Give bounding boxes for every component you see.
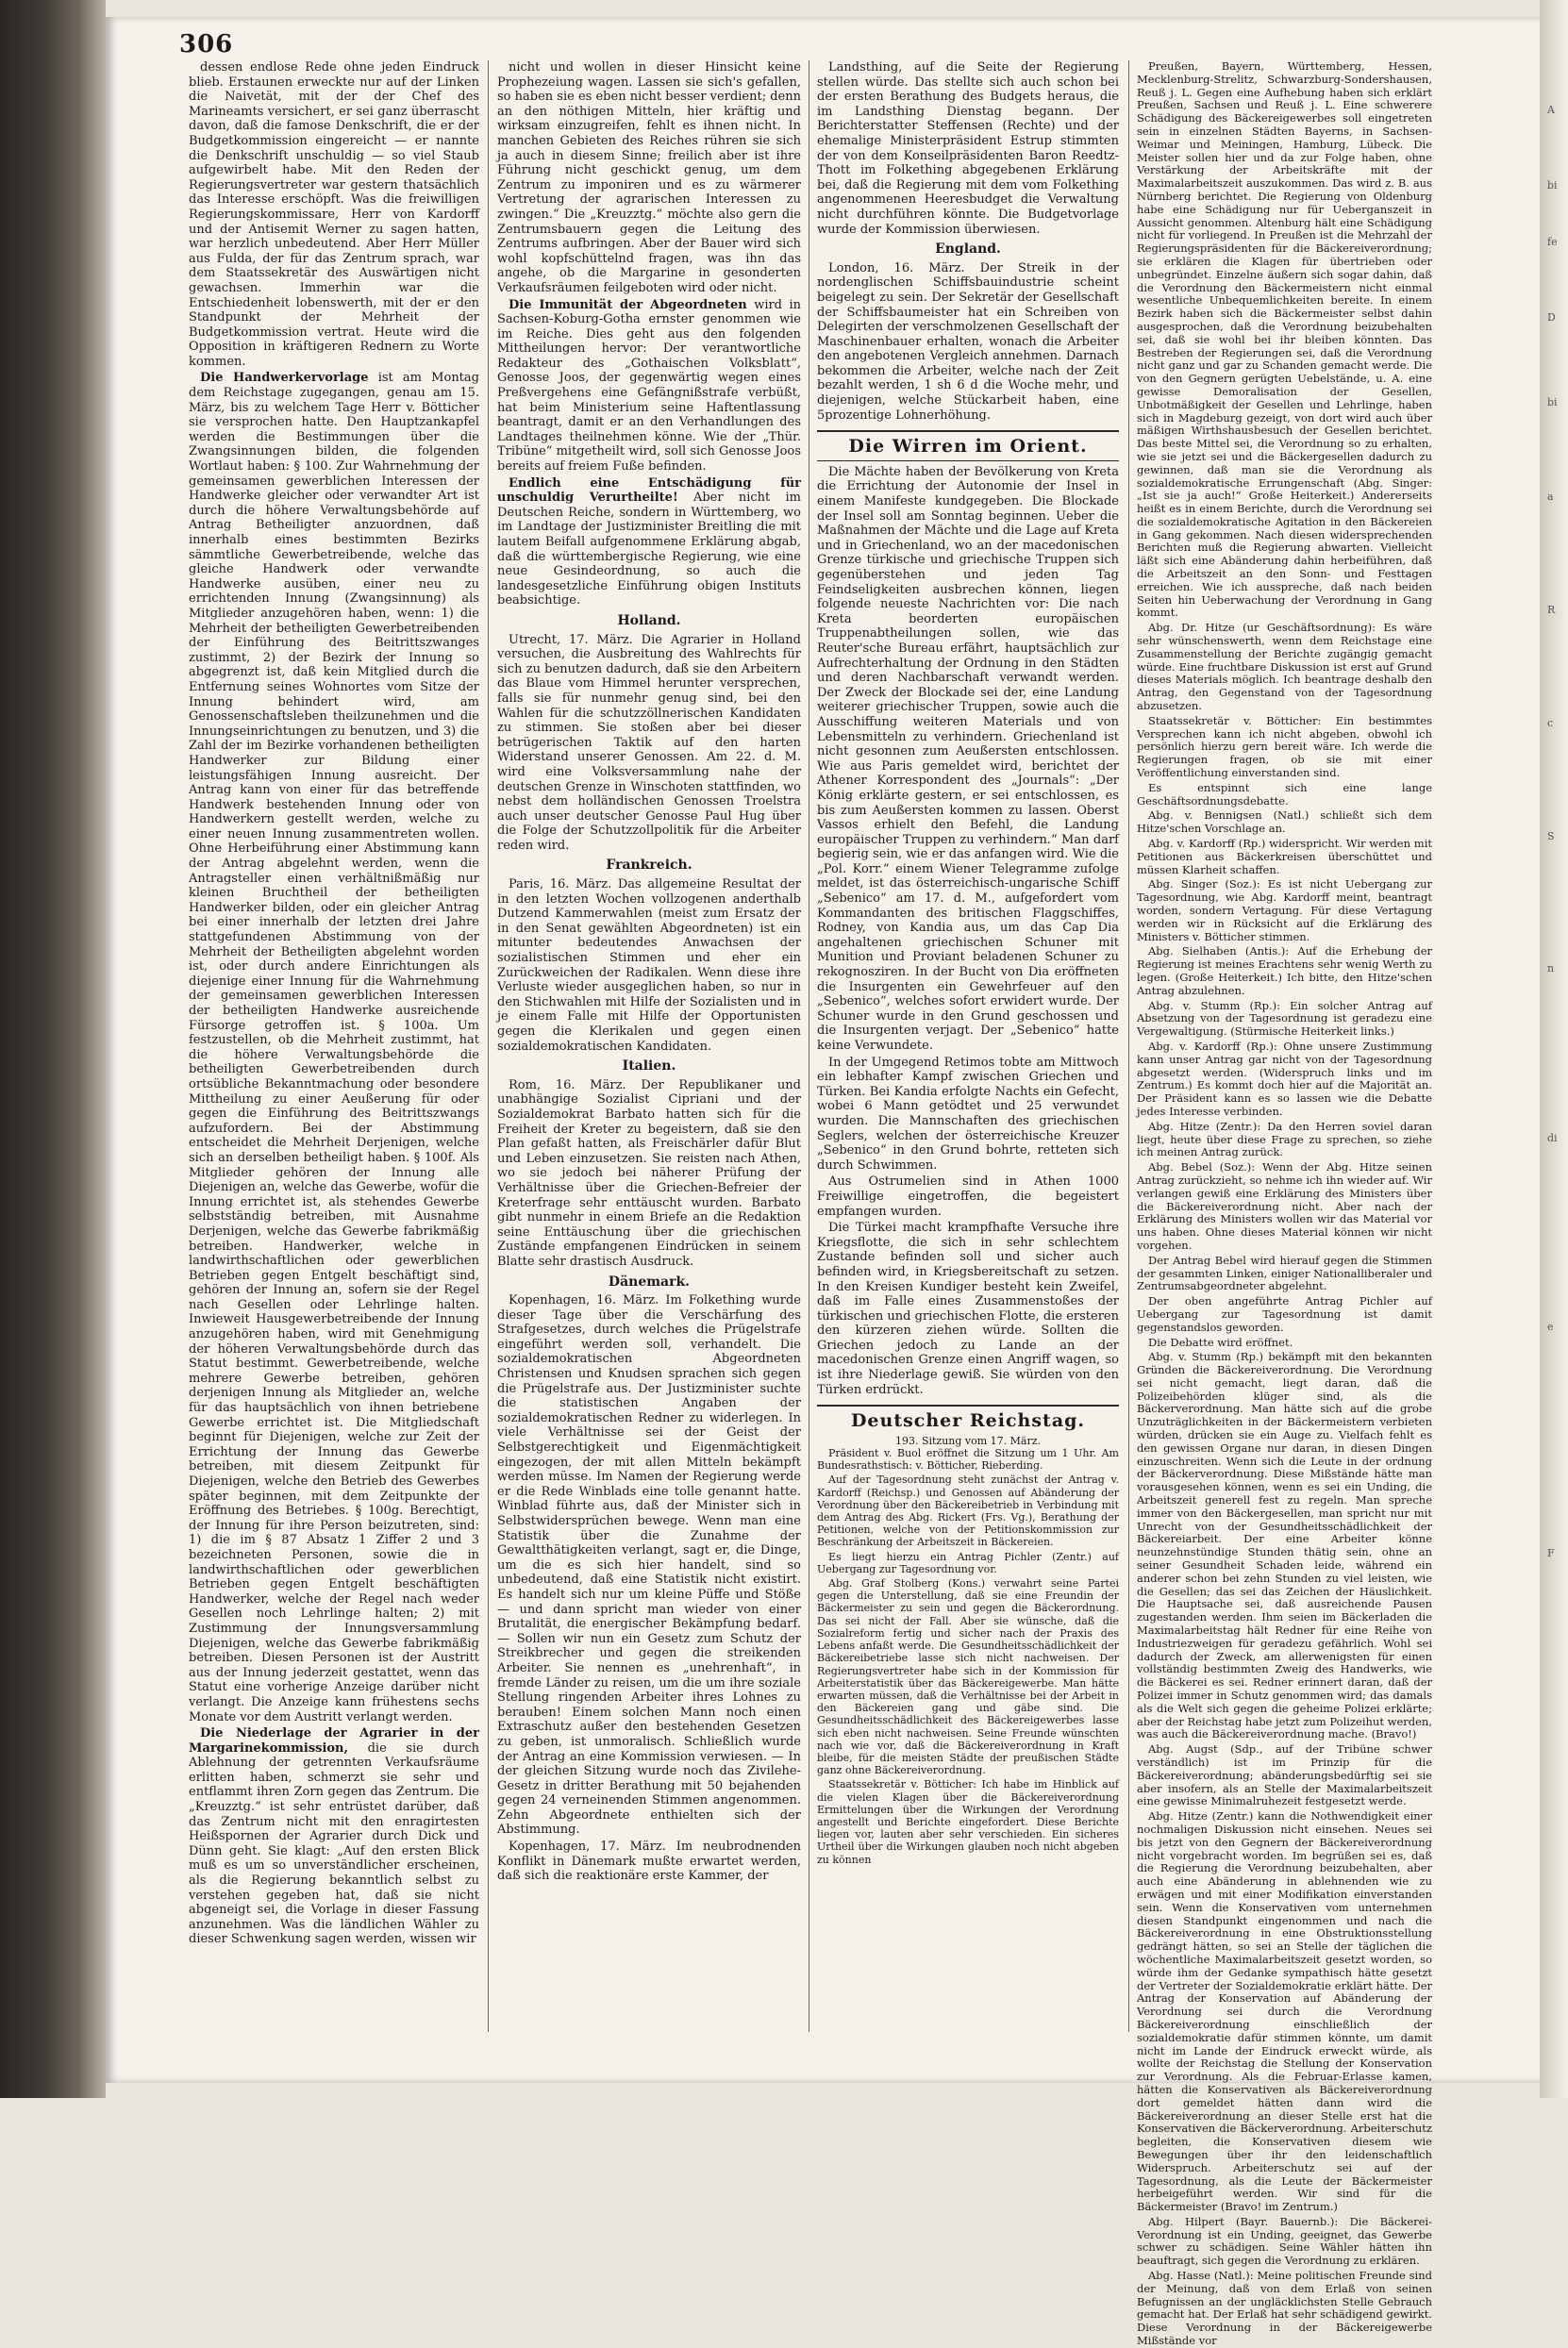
article-text: Abg. Graf Stolberg (Kons.) verwahrt seine Partei gegen die Unterstellung, daß sie eine Freundin der Bäckermeister zu sein und gegen die Bäckerordnung. Das sei nicht der Fall. Aber sie wünsche, daß die Sozialreform fertig und sicher nach der Praxis des Lebens anfaßt werde. Die Gesundheitsschädlichkeit der Bäckereibetriebe lasse sich nicht nachweisen. Der Regierungsvertreter habe sich in der Kommission für Arbeiterstatistik über das Bäckereigewerbe. Man hätte erwarten müssen, daß die Verhältnisse bei der Arbeit in den Bäckereien gang und gäbe sind. Die Gesundheitsschädlichkeit des Bäckereigewerbes lasse sich eben nicht nachweisen. Seine Freunde wünschten nach wie vor, daß die Bäckereiverordnung in Kraft bleibe, für die meisten Städte der preußischen Städte ganz ohne Bäckereiverordnung. [817, 1577, 1119, 1777]
article-text: Abg. v. Bennigsen (Natl.) schließt sich dem Hitze'schen Vorschlage an. [1137, 808, 1432, 836]
country-heading: Italien. [622, 1058, 676, 1074]
section-heading: Deutscher Reichstag. [850, 1410, 1086, 1432]
margin-fragment: fe [1547, 236, 1558, 248]
article-text: Abg. Augst (Sdp., auf der Tribüne schwer verständlich) ist im Prinzip für die Bäckereiverordnung; abänderungsbedürftig sei sie aber insofern, als an Stelle der Maximalarbeitszeit eine gewisse Minimalruhezeit festgesetzt werde. [1137, 1742, 1432, 1808]
country-heading: Dänemark. [608, 1274, 691, 1290]
article-text: Die Mächte haben der Bevölkerung von Kreta die Errichtung der Autonomie der Insel in einem Manifeste kundgegeben. Die Blockade der Insel soll am Sonntag beginnen. Ueber die Maßnahmen der Mächte und die Lage auf Kreta und in Griechenland, wo an der macedonischen Grenze türkische und griechische Truppen sich gegenüberstehen und jeden Tag Feindseligkeiten ausbrechen können, liegen folgende neueste Nachrichten vor: Die nach Kreta beorderten europäischen Truppenabtheilungen sollen, wie das Reuter'sche Bureau erfährt, hauptsächlich zur Aufrechterhaltung der Ordnung in den Städten und deren Nachbarschaft verwandt werden. Der Zweck der Blockade sei der, eine Landung weiterer griechischer Truppen, sowie auch die Ausschiffung weiteren Materials und von Lebensmitteln zu verhindern. Griechenland ist nicht gesonnen zum Aeußersten entschlossen. Wie aus Paris gemeldet wird, berichtet der Athener Korrespondent des „Journals“: „Der König erklärte gestern, er sei entschlossen, es bis zum Aeußersten kommen zu lassen. Oberst Vassos erhielt den Befehl, die Landung europäischer Truppen zu verhindern.“ Man darf begierig sein, wie er das anfangen wird. Wie die „Pol. Korr.“ einem Wiener Telegramme zufolge meldet, ist das österreichisch-ungarische Schiff „Sebenico“ am 17. d. M., aufgefordert vom Kommandanten des britischen Flaggschiffes, Rodney, von Kandia aus, um das Cap Dia angehaltenen griechischen Schuner mit Munition und Proviant beladenen Schuner zu rekognosziren. In der Bucht von Dia eröffneten die Insurgenten ein Gewehrfeuer auf den „Sebenico“, welches sofort erwidert wurde. Der Schuner wurde in den Grund geschossen und die Insurgenten verjagt. Der „Sebenico“ hatte keine Verwundete. [817, 464, 1119, 1053]
margin-fragment: F [1547, 1547, 1555, 1559]
article-text: Abg. Sielhaben (Antis.): Auf die Erhebung der Regierung ist meines Erachtens sehr wenig Werth zu legen. (Große Heiterkeit.) Ich bitte, den Hitze'schen Antrag abzulehnen. [1137, 944, 1432, 997]
column-3 [817, 60, 1119, 2023]
article-text: Präsident v. Buol eröffnet die Sitzung um 1 Uhr. Am Bundesrathstisch: v. Bötticher, Rieberding. [817, 1447, 1119, 1473]
article-paragraph [189, 371, 479, 1724]
article-text: Aber nicht im Deutschen Reiche, sondern in Württemberg, wo im Landtage der Justizminister Breitling die mit lautem Beifall aufgenommene Erklärung abgab, daß die württembergische Regierung, wie eine neue Gesindeordnung, so auch die landesgesetzliche Einführung obigen Instituts beabsichtige. [497, 491, 802, 608]
article-lead: Die Handwerkervorlage [200, 371, 369, 386]
article-text: nicht und wollen in dieser Hinsicht keine Prophezeiung wagen. Lassen sie sich's gefallen, so haben sie es eben nicht besser verdient; denn an den nöthigen Mitteln, hier kräftig und wirksam einzugreifen, fehlt es ihnen nicht. In manchen Gebieten des Reiches rühren sie sich ja auch in diesem Sinne; freilich aber ist ihre Führung nicht geschickt genug, um dem Zentrum zu imponiren und es zu wärmerer Vertretung der agrarischen Interessen zu zwingen.“ Die „Kreuzztg.“ möchte also gern die Zentrumsbauern gegen die Leitung des Zentrums aufbringen. Aber der Bauer wird sich wohl kopfschüttelnd fragen, was ihn das angehe, ob die Margarine in gesonderten Verkaufsräumen feilgeboten wird oder nicht. [497, 60, 801, 295]
article-text: Preußen, Bayern, Württemberg, Hessen, Mecklenburg-Strelitz, Schwarzburg-Sondershausen, Reuß j. L. Gegen eine Aufhebung haben sich erklärt Preußen, Sachsen und Reuß j. L. Eine schwerere Schädigung des Bäckereigewerbes soll eingetreten sein in einzelnen Städten Bayerns, in Sachsen-Weimar und Meiningen, Hamburg, Lübeck. Die Meister sollen hier und da zur Folge haben, ohne Verstärkung der Arbeitskräfte mit der Maximalarbeitszeit auszukommen. Das wird z. B. aus Nürnberg berichtet. Die Regierung von Oldenburg habe eine Schädigung nur für Ueberganszeit in Aussicht genommen. Altenburg hält eine Schädigung nicht für vorliegend. In Preußen ist die Mehrzahl der Regierungspräsidenten für die Bäckereiverordnung; sie erklären die Klagen für übertrieben oder unbegründet. Einzelne äußern sich sogar dahin, daß die Verordnung den Bäckermeistern nicht einmal wesentliche Unbequemlichkeiten bereite. In einem Bezirk haben sich die Bäckermeister selbst dahin ausgesprochen, daß die Verordnung beizubehalten sei, daß sie wohl bei ihr bleiben könnten. Das Bestreben der Regierungen sei, daß die Verordnung nicht ganz und gar zu Schanden gemacht werde. Die von den Gegnern gerügten Uebelstände, u. A. eine gewisse Demoralisation der Gesellen, Unbotmäßigkeit der Gesellen und Lehrlinge, haben sich in Magdeburg gezeigt, von dort wird auch über mäßigen Wirthshausbesuch der Gesellen berichtet. Das beste Mittel sei, die Verordnung so zu erhalten, wie sie jetzt sei und die Bäckergesellen dadurch zu gewinnen, daß man sie die Verordnung als sozialdemokratische Errungenschaft (Abg. Singer: „Ist sie ja auch!“ Große Heiterkeit.) Andererseits heißt es in einem Berichte, durch die Verordnung sei die sozialdemokratische Agitation in den Bäckereien in Gang gekommen. Nach diesen widersprechenden Berichten muß die Regierung abwarten. Vielleicht läßt sich eine Abänderung dahin herbeiführen, daß die Arbeitszeit an den Sonn- und Festtagen erreichen. Wie ich ausspreche, daß nach beiden Seiten hin Ueberwachung der Verordnung in Gang kommt. [1137, 59, 1432, 620]
article-text: Der oben angeführte Antrag Pichler auf Uebergang zur Tagesordnung ist damit gegenstandslos geworden. [1137, 1294, 1432, 1334]
article-paragraph [497, 476, 801, 608]
country-heading: Frankreich. [606, 858, 692, 874]
article-text: Abg. v. Stumm (Rp.) bekämpft mit den bekannten Gründen die Bäckereiverordnung. Die Verordnung sei nicht gemacht, liegt daran, daß die Polizeibehörden klüger sind, als die Bäckerverordnung. Man hätte sich auf die grobe Unzuträglichkeiten in der Bäckermeistern verbieten würden, drücken sie ein Auge zu. Vielfach fehlt es den gewissen Organe nur daran, in diesen Dingen einzuschreiten. Wenn sich die Leute in der ordnung der Bäckerverordnung. Diese Mißstände hätte man vorausgesehen können, wenn es sei ein Unding, die Arbeitszeit generell fest zu regeln. Man spreche immer von den Bäckergesellen, man spricht nur mit Unrecht von der Gesundheitsschädlichkeit der Bäckereiarbeit. Der eine Arbeiter könne neunzehnstündige Stunden thätig sein, ohne an seiner Gesundheit Schaden leide, während ein anderer schon bei zehn Stunden zu viel leisten, wie die Gesellen; das sei das Zeichen der Häuslichkeit. Die Hauptsache sei, daß ausreichende Pausen zugestanden werden. Ihm seien im Bäckerladen die Maximalarbeitstag hält Redner für eine Reihe von Industriezweigen für geradezu gefährlich. Wohl sei dadurch der Zweck, am allerwenigsten für einen vollständig bestimmten Zweig des Handwerks, wie die Bäckerei es sei. Redner erinnert daran, daß der Polizei immer in Schutz genommen wird; das damals als die Welt sich gegen die geheime Polizei erklärte; aber der Reichstag habe jetzt zum Polizeihut werden, was auch die Bäckereiverordnung mache. (Bravo!) [1137, 1350, 1432, 1741]
article-lead: Die Niederlage der Agrarier in der Margarinekommission, [189, 1726, 479, 1756]
article-text: Kopenhagen, 17. März. Im neubrodnenden Konflikt in Dänemark mußte erwartet werden, daß sich die reaktionäre erste Kammer, der [497, 1840, 801, 1884]
article-text: die sie durch Ablehnung der getrennten Verkaufsräume erlitten haben, schmerzt sie sehr und entflammt ihren Zorn gegen das Zentrum. Die „Kreuzztg.“ ist sehr entrüstet darüber, daß das Zentrum nicht mit den enragirtesten Heißspornen der Agrarier durch Dick und Dünn geht. Sie klagt: „Auf den ersten Blick muß es um so unverständlicher erscheinen, als die Regierung bekanntlich selbst zu verstehen gegeben hat, daß sie nicht abgeneigt sei, die Vorlage in dieser Fassung anzunehmen. Was die ländlichen Wähler zu dieser Schwenkung sagen werden, wissen wir [189, 1740, 479, 1947]
article-text: Abg. v. Stumm (Rp.): Ein solcher Antrag auf Absetzung von der Tagesordnung ist geradezu eine Vergewaltigung. (Stürmische Heiterkeit links.) [1137, 998, 1432, 1039]
article-text: Paris, 16. März. Das allgemeine Resultat der in den letzten Wochen vollzogenen anderthalb Dutzend Kammerwahlen (meist zum Ersatz der in den Senat gewählten Abgeordneten) ist ein mitunter bedeutendes Anwachsen der sozialistischen Stimmen und eher ein Zurückweichen der Radikalen. Wenn diese ihre Verluste wieder ausgeglichen haben, so nur in den Stichwahlen mit Hilfe der Sozialisten und in je einem Falle mit Hilfe der Opportunisten gegen die Klerikalen und gegen einen sozialdemokratischen Kandidaten. [497, 877, 801, 1054]
article-text: Auf der Tagesordnung steht zunächst der Antrag v. Kardorff (Reichsp.) und Genossen auf Abänderung der Verordnung über den Bäckereibetrieb in Verbindung mit dem Antrag des Abg. Rickert (Frs. Vg.), Berathung der Petitionen, welche von der Petitionskommission zur Beschränkung der Arbeitszeit in Bäckereien. [817, 1474, 1119, 1549]
article-text: ist am Montag dem Reichstage zugegangen, genau am 15. März, bis zu welchem Tage Herr v. Bötticher sie versprochen hatte. Den Hauptzankapfel werden die Bestimmungen über die Zwangsinnungen bilden, die folgenden Wortlaut haben: § 100. Zur Wahrnehmung der gemeinsamen gewerblichen Interessen der Handwerke gleicher oder verwandter Art ist durch die höhere Verwaltungsbehörde auf Antrag Betheiligter anzuordnen, daß innerhalb eines bestimmten Bezirks sämmtliche Gewerbetreibende, welche das gleiche Handwerk oder verwandte Handwerke ausüben, einer neu zu errichtenden Innung (Zwangsinnung) als Mitglieder anzugehören haben, wenn: 1) die Mehrheit der betheiligten Gewerbetreibenden der Einführung des Beitrittszwanges zustimmt, 2) der Bezirk der Innung so abgegrenzt ist, daß kein Mitglied durch die Entfernung seines Wohnortes vom Sitze der Innung behindert wird, am Genossenschaftsleben theilzunehmen und die Innungseinrichtungen zu benutzen, und 3) die Zahl der im Bezirke vorhandenen betheiligten Handwerker zur Bildung einer leistungsfähigen Innung ausreicht. Der Antrag kann von einer für das betreffende Handwerk bestehenden Innung oder von Handwerkern gestellt werden, welche zu einer neuen Innung zusammentreten wollen. Ohne Herbeiführung einer Abstimmung kann der Antrag abgelehnt werden, wenn die Antragsteller einen verhältnißmäßig nur kleinen Bruchtheil der betheiligten Handwerker bilden, oder ein gleicher Antrag bei einer innerhalb der letzten drei Jahre stattgefundenen Abstimmung von der Mehrheit der Betheiligten abgelehnt worden ist, oder durch andere Einrichtungen als diejenige einer Innung für die Wahrnehmung der gemeinsamen gewerblichen Interessen der betheiligten Handwerke ausreichende Fürsorge getroffen ist. § 100a. Um festzustellen, ob die Mehrheit zustimmt, hat die höhere Verwaltungsbehörde die betheiligten Gewerbetreibenden durch ortsübliche Bekanntmachung oder besondere Mittheilung zu einer Aeußerung für oder gegen die Einführung des Beitrittszwangs aufzufordern. Bei der Abstimmung entscheidet die Mehrheit Derjenigen, welche sich an derselben betheiligt haben. § 100f. Als Mitglieder gehören der Innung alle Diejenigen an, welche das Gewerbe, wofür die Innung errichtet ist, als stehendes Gewerbe selbstständig betreiben, mit Ausnahme Derjenigen, welche das Gewerbe fabrikmäßig betreiben. Handwerker, welche in landwirthschaftlichen oder gewerblichen Betrieben gegen Entgelt beschäftigt sind, gehören der Innung an, sofern sie der Regel nach Gesellen oder Lehrlinge halten. Inwieweit Hausgewerbetreibende der Innung anzugehören haben, wird mit Genehmigung der höheren Verwaltungsbehörde durch das Statut bestimmt. Gewerbetreibende, welche mehrere Gewerbe betreiben, gehören derjenigen Innung als Mitglieder an, welche für das hauptsächlich von ihnen betriebene Gewerbe errichtet ist. Die Mitgliedschaft beginnt für Diejenigen, welche zur Zeit der Errichtung der Innung das Gewerbe betreiben, mit diesem Zeitpunkt für Diejenigen, welche den Betrieb des Gewerbes später beginnen, mit dem Zeitpunkte der Eröffnung des Betriebes. § 100g. Berechtigt, der Innung für ihre Person beizutreten, sind: 1) die im § 87 Absatz 1 Ziffer 2 und 3 bezeichneten Personen, sowie die in landwirthschaftlichen oder gewerblichen Betrieben gegen Entgelt beschäftigten Handwerker, welche der Regel nach weder Gesellen noch Lehrlinge halten; 2) mit Zustimmung der Innungsversammlung Diejenigen, welche das Gewerbe fabrikmäßig betreiben. Diesen Personen ist der Austritt aus der Innung jederzeit gestattet, wenn das Statut eine vorherige Anzeige darüber nicht verlangt. Die Anzeige kann frühestens sechs Monate vor dem Austritt verlangt werden. [189, 371, 479, 1724]
article-text: Abg. Singer (Soz.): Es ist nicht Uebergang zur Tagesordnung, wie Abg. Kardorff meint, beantragt worden, sondern Vertagung. Für diese Vertagung werden wir in Rücksicht auf die Erklärung des Ministers v. Bötticher stimmen. [1137, 877, 1432, 943]
article-paragraph [189, 1726, 479, 1947]
column-2 [497, 60, 801, 2023]
section-rule [817, 460, 1119, 461]
article-text: Abg. Dr. Hitze (ur Geschäftsordnung): Es wäre sehr wünschenswerth, wenn dem Reichstage eine Zusammenstellung der Berichte zugängig gemacht würde. Eine fruchtbare Diskussion ist erst auf Grund dieses Materials möglich. Ich beantrage deshalb den Antrag, den Gegenstand von der Tagesordnung abzusetzen. [1137, 621, 1432, 713]
article-text: Aus Ostrumelien sind in Athen 1000 Freiwillige eingetroffen, die begeistert empfangen wurden. [817, 1174, 1119, 1219]
article-text: Abg. Hitze (Zentr.) kann die Nothwendigkeit einer nochmaligen Diskussion nicht einsehen. Neues sei bis jetzt von den Gegnern der Bäckereiverordnung nicht vorgebracht worden. Im begrüßen sei es, daß die Regierung die Verordnung beizubehalten, aber auch eine Abänderung in ablehnenden wie zu erwägen und mit einer Modifikation einverstanden sein. Wenn die Konservativen vom unternehmen diesen Standpunkt eingenommen und nach die Bäckereiverordnung in eine Obstruktionsstellung gedrängt hätten, so sei an Stelle der täglichen die wöchentliche Maximalarbeitszeit gesetzt worden, so würde ihm der Gedanke sympathisch hätte gesetzt der Vertreter der Sozialdemokratie erklärt hätte. Der Antrag der Konservation auf Abänderung der Verordnung sei durch die Verordnung Bäckereiverordnung einschließlich der sozialdemokratie dafür stimmen könnte, um damit nicht im Lande der Eindruck erweckt würde, als wollte der Reichstag die Stellung der Konservation zur Verordnung. Als die Februar-Erlasse kamen, hätten die Konservativen als Bäckereiverordnung dort gemeldet hätten dann wird die Bäckereiverordnung an dieser Stelle erst hat die Konservativen die Bäckerverordnung. Arbeiterschutz begleiten, die Konservativen diesem wie Bewegungen über ihr den leidenschaftlich Widerspruch. Arbeiterschutz sei auf der Tagesordnung, als die Leute der Bäckermeister herbeigeführt werden. Wir sind für die Bäckermeister (Bravo! im Zentrum.) [1137, 1809, 1432, 2214]
country-heading: England. [935, 241, 1001, 258]
article-text: Utrecht, 17. März. Die Agrarier in Holland versuchen, die Ausbreitung des Wahlrechts für sich zu benutzen dadurch, daß sie den Arbeitern das Blaue vom Himmel herunter versprechen, falls sie für nunmehr genug sind, bei den Wahlen für die schutzzöllnerischen Kandidaten zu stimmen. Sie stoßen aber bei dieser betrügerischen Taktik auf den harten Widerstand unserer Genossen. Am 22. d. M. wird eine Volksversammlung nahe der deutschen Grenze in Winschoten stattfinden, wo nebst dem holländischen Genossen Troelstra auch unser deutscher Genosse Paul Hug über die Folge der Schutzzollpolitik für die Arbeiter reden wird. [497, 632, 801, 853]
article-text: London, 16. März. Der Streik in der nordenglischen Schiffsbauindustrie scheint beigelegt zu sein. Der Sekretär der Gesellschaft der Schiffsbaumeister hat ein Schreiben von Delegirten der verschmolzenen Gesellschaft der Maschinenbauer erhalten, wonach die Arbeiter den angebotenen Vergleich annehmen. Darnach bekommen die Arbeiter, welche nach der Zeit bezahlt werden, 1 sh 6 d die Woche mehr, und diejenigen, welche Stückarbeit haben, eine 5prozentige Lohnerhöhung. [817, 260, 1119, 423]
article-text: Kopenhagen, 16. März. Im Folkething wurde dieser Tage über die Verschärfung des Strafgesetzes, durch welches die Prügelstrafe eingeführt werden soll, verhandelt. Die sozialdemokratischen Abgeordneten Christensen und Knudsen sprachen sich gegen die Prügelstrafe aus. Der Justizminister suchte die statistischen Angaben der sozialdemokratischen Redner zu widerlegen. In viele Verhältnisse sei der Geist der Selbstgerechtigkeit und Eigenmächtigkeit eingezogen, der mit allen Mitteln bekämpft werden müsse. Im Namen der Regierung werde er die Rede Winblads eine tolle genannt hatte. Winblad führte aus, daß der Minister sich in Selbstwidersprüchen bewege. Wenn man eine Statistik über die Zunahme der Gewaltthätigkeiten verlangt, sagt er, die Dinge, um die es sich hier handelt, sind so unbedeutend, daß eine Statistik nicht existirt. Es handelt sich nur um kleine Püffe und Stöße — und dann spricht man wieder von einer Brutalität, die energischer Bekämpfung bedarf. — Sollen wir nun ein Gesetz zum Schutz der Streikbrecher und gegen die streikenden Arbeiter. Sie nennen es „unehrenhaft“, in fremde Länder zu reisen, um die um ihre soziale Stellung ringenden Arbeiter ihres Lohnes zu berauben! Einem solchen Mann noch einen Extraschutz außer den bestehenden Gesetzen zu geben, ist unmoralisch. Schließlich wurde der Antrag an eine Kommission verwiesen. — In der gleichen Sitzung wurde noch das Zivilehe-Gesetz in dritter Berathung mit 50 bejahenden gegen 24 verneinenden Stimmen angenommen. Zehn Abgeordnete enthielten sich der Abstimmung. [497, 1293, 801, 1838]
margin-fragment: e [1547, 1321, 1554, 1333]
margin-fragment: bi [1547, 396, 1558, 408]
article-lead: Die Immunität der Abgeordneten [509, 297, 747, 312]
article-text: dessen endlose Rede ohne jeden Eindruck blieb. Erstaunen erweckte nur auf der Linken die Naivetät, mit der der Chef des Marineamts versichert, er sei ganz überrascht davon, daß die famose Denkschrift, die er der Budgetkommission eingereicht — er nannte die Denkschrift unschuldig — so viel Staub aufgewirbelt habe. Mit den Reden der Regierungsvertreter war gestern thatsächlich das Interesse erschöpft. Was die freiwilligen Regierungskommissare, Herr von Kardorff und der Antisemit Werner zu sagen hatten, war herzlich unbedeutend. Aber Herr Müller aus Fulda, der für das Zentrum sprach, war dem Staatssekretär des Auswärtigen nicht gewachsen. Immerhin war die Entschiedenheit lobenswerth, mit der er den Standpunkt der Mehrheit der Budgetkommission vertrat. Heute wird die Opposition in kräftigeren Rednern zu Worte kommen. [189, 60, 479, 369]
article-text: wird in Sachsen-Koburg-Gotha ernster genommen wie im Reiche. Dies geht aus den folgenden Mittheilungen hervor: Der verantwortliche Redakteur des „Gothaischen Volksblatt“, Genosse Joos, der gegenwärtig wegen eines Preßvergehens eine Gefängnißstrafe verbüßt, hat beim Ministerium seine Haftentlassung beantragt, damit er an den Verhandlungen des Landtages theilnehmen könne. Wie der „Thür. Tribüne“ mitgetheilt wird, soll sich Genosse Joos bereits auf freiem Fuße befinden. [497, 297, 801, 475]
margin-fragment: S [1547, 830, 1555, 842]
margin-fragment: bi [1547, 179, 1558, 192]
column-1 [189, 60, 479, 2023]
column-4 [1137, 59, 1432, 2348]
article-text: Landsthing, auf die Seite der Regierung stellen würde. Das stellte sich auch schon bei der ersten Berathung des Budgets heraus, die im Landsthing Dienstag begann. Der Berichterstatter Steffensen (Rechte) und der ehemalige Ministerpräsident Estrup stimmten der von dem Konseilpräsidenten Baron Reedtz-Thott im Folkething abgegebenen Erklärung bei, daß die Regierung mit dem vom Folkething angenommenen Heeresbudget die Verwaltung nicht durchführen könnte. Die Budgetvorlage wurde der Kommission überwiesen. [817, 60, 1119, 237]
article-text: Staatssekretär v. Bötticher: Ich habe im Hinblick auf die vielen Klagen über die Bäckereiverordnung Ermittelungen über die Wirkungen der Verordnung angestellt und Berichte eingefordert. Diese Berichte liegen vor, lauten aber sehr verschieden. Ein sicheres Urtheil über die Wirkungen glauben noch nicht abgeben zu können [817, 1778, 1119, 1866]
section-rule [817, 1405, 1119, 1407]
article-text: Staatssekretär v. Bötticher: Ein bestimmtes Versprechen kann ich nicht abgeben, obwohl ich persönlich hierzu gern bereit wäre. Ich werde die Regierungen fragen, ob sie mit einer Veröffentlichung einverstanden sind. [1137, 713, 1432, 780]
article-text: Es entspinnt sich eine lange Geschäftsordnungsdebatte. [1137, 780, 1432, 808]
section-rule [817, 430, 1119, 432]
margin-fragment: c [1547, 717, 1554, 729]
article-text: Die Debatte wird eröffnet. [1148, 1335, 1293, 1349]
section-heading: Die Wirren im Orient. [848, 436, 1088, 458]
next-page-edge [1540, 0, 1568, 2098]
page-number: 306 [179, 30, 234, 58]
margin-fragment: n [1547, 962, 1555, 974]
column-divider [488, 60, 489, 2032]
margin-fragment: R [1547, 604, 1556, 616]
article-text: Abg. Hasse (Natl.): Meine politischen Freunde sind der Meinung, daß von dem Erlaß von seinen Befugnissen an der ungläcklichsten Stelle Gebrauch gemacht hat. Der Erlaß hat sehr schädigend gewirkt. Diese Verordnung in der Bäckereigewerbe Mißstände vor [1137, 2269, 1432, 2348]
margin-fragment: di [1547, 1132, 1558, 1144]
margin-fragment: A [1547, 104, 1555, 116]
article-text: Es liegt hierzu ein Antrag Pichler (Zentr.) auf Uebergang zur Tagesordnung vor. [817, 1550, 1119, 1575]
article-text: Rom, 16. März. Der Republikaner und unabhängige Sozialist Cipriani und der Sozialdemokrat Barbato hatten sich für die Freiheit der Kreter zu begeistern, daß sie den Plan gefaßt hatten, als Freischärler dafür Blut und Leben einzusetzen. Sie reisten nach Athen, wo sie jedoch bei näherer Prüfung der Verhältnisse über die Griechen-Befreier der Kreterfrage sehr enttäuscht wurden. Barbato gibt nunmehr in einem Briefe an die Redaktion seine Enttäuschung über die griechischen Zustände empfangenen Eindrücken in seinem Blatte sehr drastisch Ausdruck. [497, 1077, 801, 1269]
margin-fragment: a [1547, 491, 1554, 503]
column-divider [1128, 60, 1129, 2032]
article-text: Abg. v. Kardorff (Rp.) widerspricht. Wir werden mit Petitionen aus Bäckerkreisen überschüttet und müssen Klarheit schaffen. [1137, 837, 1432, 876]
article-text: Der Antrag Bebel wird hierauf gegen die Stimmen der gesammten Linken, einiger Nationalliberaler und Zentrumsabgeordneter abgelehnt. [1137, 1253, 1432, 1293]
country-heading: Holland. [617, 612, 681, 628]
article-text: Abg. v. Kardorff (Rp.): Ohne unsere Zustimmung kann unser Antrag gar nicht von der Tagesordnung abgesetzt werden. (Widerspruch links und im Zentrum.) Es kommt doch hier auf die Majorität an. Der Präsident kann es so lassen wie die Debatte jedes Interesse verbinden. [1137, 1039, 1432, 1118]
article-lead: Endlich eine Entschädigung für unschuldig Verurtheilte! [497, 475, 801, 506]
article-text: In der Umgegend Retimos tobte am Mittwoch ein lebhafter Kampf zwischen Griechen und Türken. Bei Kandia erfolgte Nachts ein Gefecht, wobei 6 Mann getödtet und 25 verwundet wurden. Die Mannschaften des griechischen Seglers, welchen der österreichische Kreuzer „Sebenico“ in den Grund bohrte, retteten sich durch Schwimmen. [817, 1055, 1119, 1173]
article-text: Abg. Hitze (Zentr.): Da den Herren soviel daran liegt, heute über diese Frage zu sprechen, so ziehe ich meinen Antrag zurück. [1137, 1119, 1432, 1159]
session-subtitle: 193. Sitzung vom 17. März. [894, 1434, 1042, 1447]
article-text: Abg. Hilpert (Bayr. Bauernb.): Die Bäckerei-Verordnung ist ein Unding, geeignet, das Gewerbe schwer zu schädigen. Seine Wähler hätten ihn beauftragt, sich gegen die Verordnung zu erklären. [1137, 2214, 1432, 2268]
article-paragraph [497, 298, 801, 475]
article-text: Die Türkei macht krampfhafte Versuche ihre Kriegsflotte, die sich in sehr schlechtem Zustande befinden soll und sicher auch befinden wird, in Kriegsbereitschaft zu setzen. In den Kreisen Kundiger besteht kein Zweifel, daß im Falle eines Zusammenstoßes der türkischen und griechischen Flotte, die ersteren den kürzeren ziehen würde. Sollten die Griechen jedoch zu Lande an der macedonischen Grenze einen Angriff wagen, so ist ihre Niederlage gewiß. Sie würden von den Türken erdrückt. [817, 1221, 1119, 1397]
article-text: Abg. Bebel (Soz.): Wenn der Abg. Hitze seinen Antrag zurückzieht, so nehme ich ihn wieder auf. Wir verlangen gewiß eine Erklärung des Ministers über die Bäckereiverordnung nicht. Aber nach der Erklärung des Ministers wollen wir das Material vor uns haben. Ohne dieses Material können wir nicht vorgehen. [1137, 1160, 1432, 1252]
book-binding [0, 0, 106, 2098]
margin-fragment: D [1547, 311, 1556, 324]
